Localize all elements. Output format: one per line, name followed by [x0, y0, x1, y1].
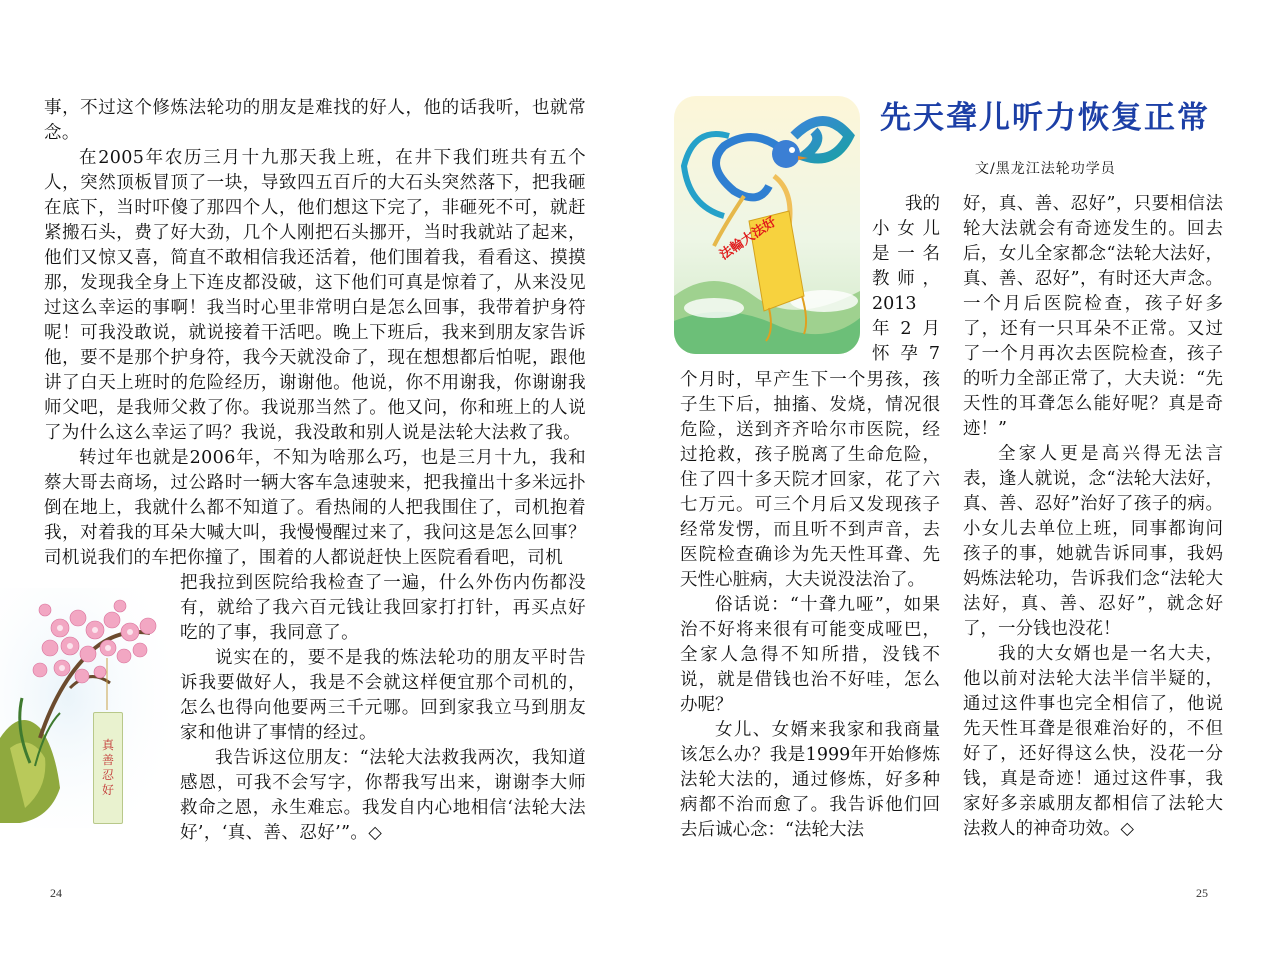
paragraph: 我的大女婿也是一名大夫，他以前对法轮大法半信半疑的，通过这件事也完全相信了，他说先天性耳聋是很难治好的，不但好了，还好得这么快，没花一分钱，真是奇迹！通过这件事，我家好多亲戚朋友都相信了法轮大法救人的神奇功效。◇ — [963, 644, 1223, 839]
article-byline: 文/黑龙江法轮功学员 — [975, 161, 1116, 177]
text-line: 是一名 — [872, 244, 940, 264]
text-line: 2013 — [872, 294, 917, 314]
paragraph: 我告诉这位朋友：“法轮大法救我两次，我知道感恩，可我不会写字，你帮我写出来，谢谢李大师救命之恩，永生难忘。我发自内心地相信‘法轮大法好’，‘真、善、忍好’”。◇ — [180, 748, 586, 843]
paragraph: 好，真、善、忍好”，只要相信法轮大法就会有奇迹发生的。回去后，女儿全家都念“法轮大法好，真、善、忍好”，有时还大声念。一个月后医院检查，孩子好多了，还有一只耳朵不正常。又过了一个月再次去医院检查，孩子的听力全部正常了，大夫说：“先天性的耳聋怎么能好呢？真是奇迹！” — [963, 194, 1223, 439]
article-title: 先天聋儿听力恢复正常 — [880, 100, 1210, 136]
paragraph: 女儿、女婿来我家和我商量该怎么办？我是1999年开始修炼法轮大法的，通过修炼，好多种病都不治而愈了。我告诉他们回去后诚心念：“法轮大法 — [680, 720, 940, 840]
paragraph: 在2005年农历三月十九那天我上班，在井下我们班共有五个人，突然顶板冒顶了一块，导致四五百斤的大石头突然落下，把我砸在底下，当时吓傻了那四个人，他们想这下完了，非砸死不可，就赶紧搬石头，费了好大劲，几个人刚把石头挪开，当时我就站了起来，他们又惊又喜，简直不敢相信我还活着，他们围着我，看看这、摸摸那，发现我全身上下连皮都没破，这下他们可真是惊着了，从来没见过这么幸运的事啊！我当时心里非常明白是怎么回事，我带着护身符呢！可我没敢说，就说接着干活吧。晚上下班后，我来到朋友家告诉他，要不是那个护身符，我今天就没命了，现在想想都后怕呢，跟他讲了白天上班时的危险经历，谢谢他。他说，你不用谢我，你谢谢我师父吧，是我师父救了你。我说那当然了。他又问，你和班上的人说了为什么这么幸运了吗？我说，我没敢和别人说是法轮大法救了我。 — [44, 148, 586, 443]
scroll-banner-text: 法輪大法好 — [717, 214, 780, 264]
paragraph: 全家人更是高兴得无法言表，逢人就说，念“法轮大法好，真、善、忍好”治好了孩子的病。小女儿去单位上班，同事都询问孩子的事，她就告诉同事，我妈妈炼法轮功，告诉我们念“法轮大法好，真、善、忍好”，就念好了，一分钱也没花！ — [963, 444, 1223, 639]
page-number-left: 24 — [50, 886, 62, 900]
paragraph: 俗话说：“十聋九哑”，如果治不好将来很有可能变成哑巴，全家人急得不知所措，没钱不说，就是借钱也治不好哇，怎么办呢？ — [680, 595, 940, 715]
article-column-right — [963, 192, 1223, 842]
tag-char: 善 — [101, 753, 114, 767]
paragraph: 说实在的，要不是我的炼法轮功的朋友平时告诉我要做好人，我是不会就这样便宜那个司机的，怎么也得向他要两三千元哪。回到家我立马到朋友家和他讲了事情的经过。 — [180, 648, 586, 743]
text-line: 我的 — [905, 194, 940, 214]
article-column-left — [680, 368, 940, 843]
virtue-tag — [93, 712, 123, 824]
text-line: 教师， — [872, 269, 940, 289]
tag-char: 真 — [101, 738, 114, 752]
paragraph: 个月时，早产生下一个男孩，孩子生下后，抽搐、发烧，情况很危险，送到齐齐哈尔市医院，经过抢救，孩子脱离了生命危险，住了四十多天院才回家，花了六七万元。可三个月后又发现孩子经常发愣，而且听不到声音，去医院检查确诊为先天性耳聋、先天性心脏病，大夫说没法治了。 — [680, 370, 940, 590]
plum-blossom-illustration — [0, 588, 170, 828]
paragraph: 把我拉到医院给我检查了一遍，什么外伤内伤都没有，就给了我六百元钱让我回家打打针，再买点好吃的了事，我同意了。 — [180, 573, 586, 643]
text-line: 年2月 — [872, 319, 940, 339]
text-line: 怀孕7 — [872, 344, 940, 364]
page-number-right: 25 — [1196, 886, 1208, 900]
text-line: 小女儿 — [872, 219, 940, 239]
tag-char: 忍 — [101, 768, 114, 782]
paragraph: 事，不过这个修炼法轮功的朋友是难找的好人，他的话我听，也就常念。 — [44, 98, 586, 143]
tag-char: 好 — [101, 783, 114, 797]
intro-narrow-column — [872, 192, 940, 367]
paragraph: 转过年也就是2006年，不知为啥那么巧，也是三月十九，我和蔡大哥去商场，过公路时一辆大客车急速驶来，把我撞出十多米远扑倒在地上，我就什么都不知道了。看热闹的人把我围住了，司机抱着我，对着我的耳朵大喊大叫，我慢慢醒过来了，我问这是怎么回事？司机说我们的车把你撞了，围着的人都说赶快上医院看看吧，司机 — [44, 448, 586, 568]
